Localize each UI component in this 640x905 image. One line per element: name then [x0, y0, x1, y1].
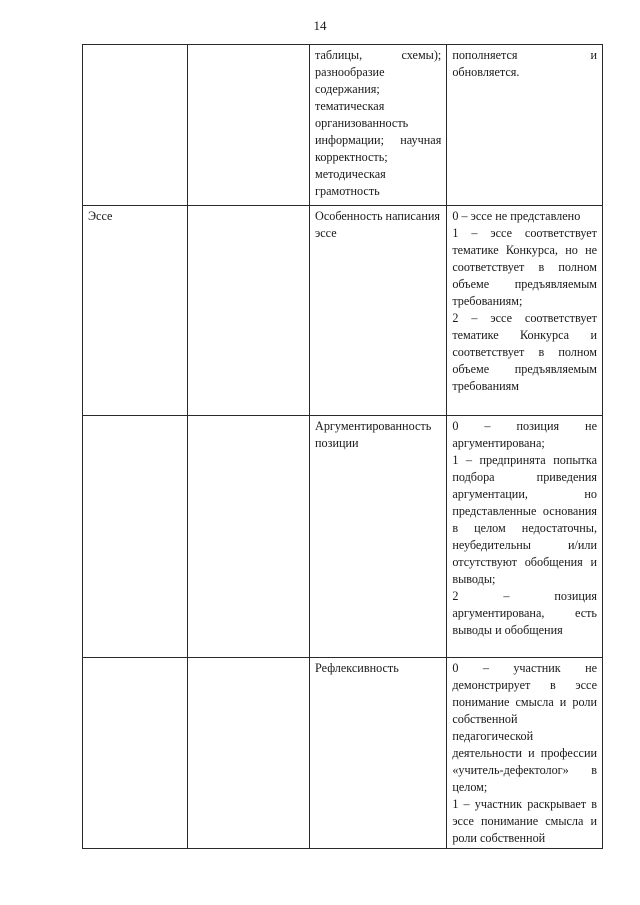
score-item: 2 – позиция аргументирована, есть выводы и обобщения [452, 589, 597, 637]
scores-cell: пополняется и обновляется. [447, 45, 603, 206]
section-cell: Эссе [83, 206, 188, 416]
table-row [83, 416, 603, 658]
criterion-cell: Особенность написания эссе [310, 206, 447, 416]
criterion-cell: Рефлексивность [310, 658, 447, 849]
criteria-table [82, 44, 603, 849]
score-item: 0 – эссе не представлено [452, 209, 581, 223]
scores-cell [447, 658, 603, 849]
score-item: 1 – предпринята попытка подбора приведения аргументации, но представленные основания в целом недостаточны, неубедительны и/или отсутствуют обобщения и выводы; [452, 453, 597, 586]
score-item: 0 – участник не демонстрирует в эссе понимание смысла и роли собственной педагогической деятельности и профессии «учитель-дефектолог» в целом; [452, 661, 597, 794]
section-cell [83, 45, 188, 206]
indicators-cell: таблицы, схемы); разнообразие содержания; тематическая организованность информации; научная корректность; методическая грамотность [310, 45, 447, 206]
scores-cell [447, 416, 603, 658]
scores-cell [447, 206, 603, 416]
score-item: 1 – участник раскрывает в эссе понимание смысла и роли собственной [452, 797, 597, 845]
page-number: 14 [313, 18, 327, 33]
criterion-cell: Аргументированность позиции [310, 416, 447, 658]
table-row [83, 206, 603, 416]
score-item: 0 – позиция не аргументирована; [452, 419, 597, 450]
score-item: 2 – эссе соответствует тематике Конкурса и соответствует в полном объеме предъявляемым требованиям [452, 311, 597, 393]
criterion-cell [187, 45, 309, 206]
table-row [83, 658, 603, 849]
score-item: 1 – эссе соответствует тематике Конкурса, но не соответствует в полном объеме предъявляемым требованиям; [452, 226, 597, 308]
table-row [83, 45, 603, 206]
